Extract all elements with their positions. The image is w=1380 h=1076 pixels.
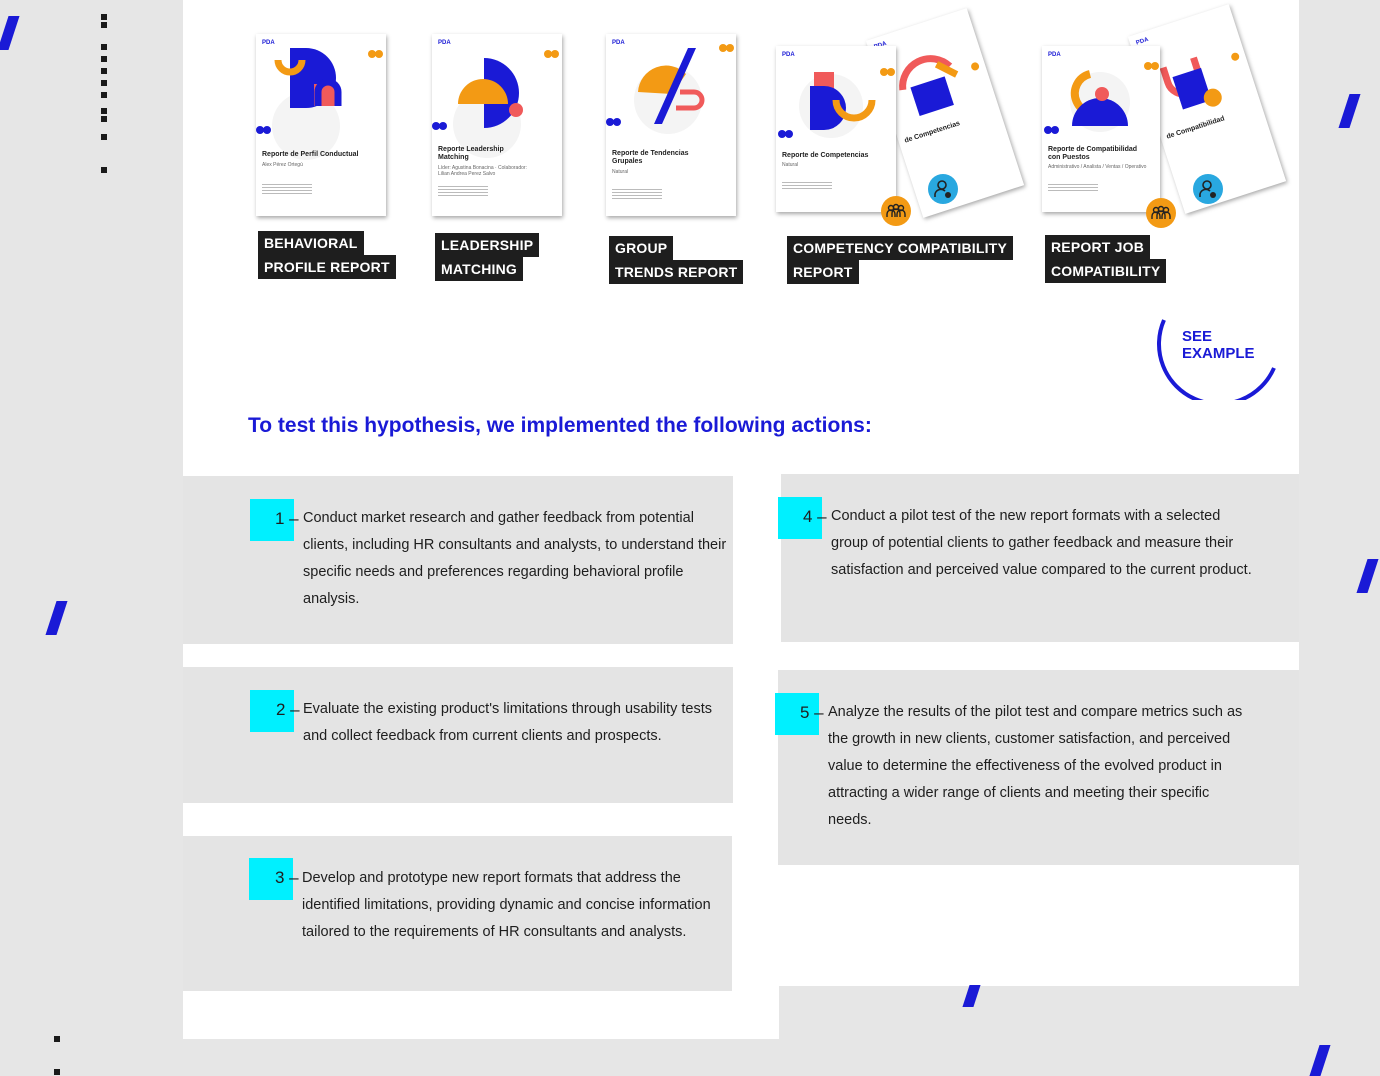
decor-slash [1308,1045,1330,1076]
action-number: 4 – [803,507,827,526]
report-thumbnail [1042,46,1160,212]
report-doc-subtitle: Administrativo / Analista / Ventas / Operativo [1048,164,1147,170]
report-label-line1: REPORT JOB [1045,235,1150,259]
group-icon [1146,198,1176,228]
action-text: Develop and prototype new report formats that address the identified limitations, providing dynamic and concise information tailored to the requirements of HR consultants and analysts. [302,870,711,940]
section-heading: To test this hypothesis, we implemented the following actions: [248,414,872,437]
action-number: 5 – [800,703,824,722]
decor-slash [962,985,980,1007]
report-label-line2: COMPATIBILITY [1045,259,1166,283]
action-number: 1 – [275,509,299,528]
pda-logo: PDA [438,40,451,46]
see-example-line2: EXAMPLE [1182,345,1255,362]
action-number: 3 – [275,868,299,887]
report-label-line1: LEADERSHIP [435,233,539,257]
report-label-line2: REPORT [787,260,859,284]
report-doc-title: Reporte de Perfil Conductual [262,151,359,158]
see-example-button[interactable] [1156,318,1278,400]
report-thumbnail [776,46,896,212]
report-doc-title: Reporte de Tendencias Grupales [612,150,689,165]
report-doc-title: Reporte Leadership Matching [438,146,504,161]
report-label-line2: MATCHING [435,257,523,281]
report-thumbnail [256,34,386,216]
group-icon [881,196,911,226]
report-label-line2: TRENDS REPORT [609,260,743,284]
pda-logo: PDA [1135,36,1150,47]
report-label-line1: BEHAVIORAL [258,231,364,255]
pda-logo: PDA [262,40,275,46]
report-label-line1: GROUP [609,236,673,260]
pda-logo: PDA [782,52,795,58]
pda-logo: PDA [612,40,625,46]
report-doc-title: de Compatibilidad [1165,115,1226,141]
report-doc-title: Reporte de Competencias [782,152,869,159]
report-doc-subtitle: Natural [782,162,799,168]
see-example-label [1182,328,1255,362]
action-text: Evaluate the existing product's limitations through usability tests and collect feedback from current clients and prospects. [303,701,712,744]
report-thumbnail [432,34,562,216]
report-doc-title: de Competencias [903,120,961,145]
report-doc-lines [782,182,832,191]
report-doc-lines [1048,184,1098,193]
report-doc-title: Reporte de Compatibilidad con Puestos [1048,146,1138,161]
see-example-line1: SEE [1182,328,1213,345]
user-icon [928,174,958,204]
decor-slash [1356,559,1378,593]
decor-slash [0,16,20,50]
report-doc-subtitle: Natural [612,169,629,175]
action-number: 2 – [276,700,300,719]
report-label-line1: COMPETENCY COMPATIBILITY [787,236,1013,260]
report-doc-subtitle: Alex Pérez Ortegú [262,162,303,168]
report-doc-lines [262,184,312,196]
pda-logo: PDA [1048,52,1061,58]
report-thumbnail [606,34,736,216]
report-doc-lines [438,186,488,198]
user-icon [1193,174,1223,204]
decor-slash [45,601,67,635]
action-text: Analyze the results of the pilot test and compare metrics such as the growth in new clients, customer satisfaction, and perceived value to determine the effectiveness of the evolved product in attracting a wider range of clients and meeting their specific needs. [828,704,1243,828]
report-label-line2: PROFILE REPORT [258,255,396,279]
decor-slash [1338,94,1360,128]
action-text: Conduct market research and gather feedback from potential clients, including HR consultants and analysts, to understand their specific needs and preferences regarding behavioral profile analysis. [303,510,727,607]
report-doc-lines [612,189,662,201]
action-text: Conduct a pilot test of the new report formats with a selected group of potential clients to gather feedback and measure their satisfaction and perceived value compared to the current product. [831,508,1252,578]
report-doc-subtitle: Líder: Agustina Bonacina · Colaborador: Lilian Andrea Perez Salvo [438,165,527,177]
